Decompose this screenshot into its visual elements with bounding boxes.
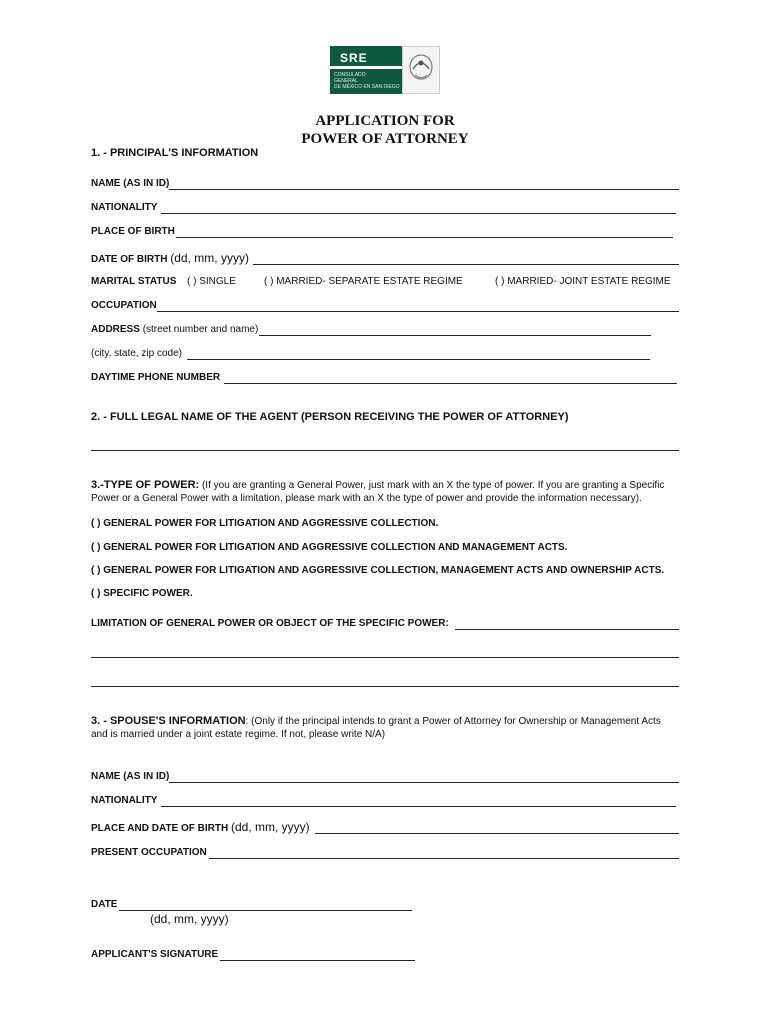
section-2-heading: 2. - FULL LEGAL NAME OF THE AGENT (PERSON RECEIVING THE POWER OF ATTORNEY)	[91, 411, 569, 423]
occupation-label: OCCUPATION	[91, 300, 157, 311]
principal-nationality-label: NATIONALITY	[91, 202, 158, 213]
mexican-eagle-icon	[402, 46, 440, 94]
principal-name-label: NAME (AS IN ID)	[91, 178, 170, 189]
power-option-2[interactable]: ( ) GENERAL POWER FOR LITIGATION AND AGGRESSIVE COLLECTION AND MANAGEMENT ACTS.	[91, 542, 568, 553]
date-of-birth-field[interactable]	[253, 264, 679, 265]
occupation-field[interactable]	[157, 311, 679, 312]
logo-divider	[330, 66, 402, 69]
signature-label: APPLICANT'S SIGNATURE	[91, 949, 219, 960]
sre-logo	[330, 46, 440, 94]
spouse-place-date-birth-text: PLACE AND DATE OF BIRTH	[91, 823, 229, 834]
power-option-3[interactable]: ( ) GENERAL POWER FOR LITIGATION AND AGGRESSIVE COLLECTION, MANAGEMENT ACTS AND OWNERSHIP ACTS.	[91, 565, 665, 576]
spouse-date-format: (dd, mm, yyyy)	[231, 820, 310, 834]
limitation-label: LIMITATION OF GENERAL POWER OR OBJECT OF THE SPECIFIC POWER:	[91, 618, 449, 629]
address-text: ADDRESS	[91, 324, 140, 335]
logo-sub-line-3: DE MÉXICO EN SAN DIEGO	[334, 84, 400, 90]
city-state-zip-hint: (city, state, zip code)	[91, 348, 182, 359]
spouse-instructions-2: and is married under a joint estate regime. If not, please write N/A)	[91, 729, 386, 740]
marital-option-single[interactable]: ( ) SINGLE	[187, 276, 236, 287]
spouse-place-date-birth-label	[91, 820, 310, 834]
spouse-section-heading: 3. - SPOUSE'S INFORMATION	[91, 715, 246, 727]
power-option-4[interactable]: ( ) SPECIFIC POWER.	[91, 588, 193, 599]
section-3-heading: 3.-TYPE OF POWER:	[91, 479, 200, 491]
marital-status-label: MARITAL STATUS	[91, 276, 177, 287]
present-occupation-field[interactable]	[209, 858, 679, 859]
date-format-hint: (dd, mm, yyyy)	[150, 912, 229, 926]
present-occupation-label: PRESENT OCCUPATION	[91, 847, 207, 858]
spouse-nationality-field[interactable]	[161, 806, 676, 807]
spouse-instructions-1: : (Only if the principal intends to grant a Power of Attorney for Ownership or Management Acts	[245, 716, 661, 727]
place-of-birth-label: PLACE OF BIRTH	[91, 226, 175, 237]
marital-option-joint[interactable]: ( ) MARRIED- JOINT ESTATE REGIME	[495, 276, 671, 287]
logo-subtext	[334, 72, 400, 90]
title-line-2: POWER OF ATTORNEY	[301, 131, 469, 147]
agent-name-field[interactable]	[91, 450, 679, 451]
signature-field[interactable]	[220, 960, 415, 961]
limitation-field-1[interactable]	[455, 629, 679, 630]
document-title	[235, 112, 535, 148]
spouse-name-field[interactable]	[169, 782, 679, 783]
spouse-instructions	[91, 715, 683, 741]
date-of-birth-label	[91, 251, 249, 265]
spouse-name-label: NAME (AS IN ID)	[91, 771, 170, 782]
principal-name-field[interactable]	[169, 189, 679, 190]
section-1-heading: 1. - PRINCIPAL'S INFORMATION	[91, 147, 259, 159]
logo-sub-line-2: GENERAL	[334, 78, 358, 84]
logo-sub-line-1: CONSULADO	[334, 72, 366, 78]
logo-green-panel	[330, 46, 402, 94]
address-hint: (street number and name)	[142, 324, 259, 335]
date-of-birth-format: (dd, mm, yyyy)	[170, 251, 249, 265]
limitation-field-3[interactable]	[91, 686, 679, 687]
marital-option-separate[interactable]: ( ) MARRIED- SEPARATE ESTATE REGIME	[264, 276, 463, 287]
place-of-birth-field[interactable]	[176, 237, 673, 238]
date-of-birth-text: DATE OF BIRTH	[91, 254, 168, 265]
title-line-1: APPLICATION FOR	[315, 113, 455, 129]
date-label: DATE	[91, 899, 118, 910]
address-city-field[interactable]	[187, 359, 650, 360]
spouse-place-date-birth-field[interactable]	[315, 833, 679, 834]
date-field[interactable]	[119, 910, 412, 911]
type-of-power-instructions-1: (If you are granting a General Power, just mark with an X the type of power. If you are granting a Specific	[201, 480, 665, 491]
daytime-phone-label: DAYTIME PHONE NUMBER	[91, 372, 221, 383]
spouse-nationality-label: NATIONALITY	[91, 795, 158, 806]
type-of-power-instructions-2: Power or a General Power with a limitation, please mark with an X the type of power and provide the information necessary).	[91, 493, 642, 504]
logo-text: SRE	[340, 51, 368, 65]
address-label	[91, 324, 258, 335]
limitation-field-2[interactable]	[91, 657, 679, 658]
address-street-field[interactable]	[259, 335, 651, 336]
principal-nationality-field[interactable]	[161, 213, 676, 214]
power-option-1[interactable]: ( ) GENERAL POWER FOR LITIGATION AND AGGRESSIVE COLLECTION.	[91, 518, 439, 529]
daytime-phone-field[interactable]	[224, 383, 677, 384]
type-of-power-instructions	[91, 479, 681, 505]
